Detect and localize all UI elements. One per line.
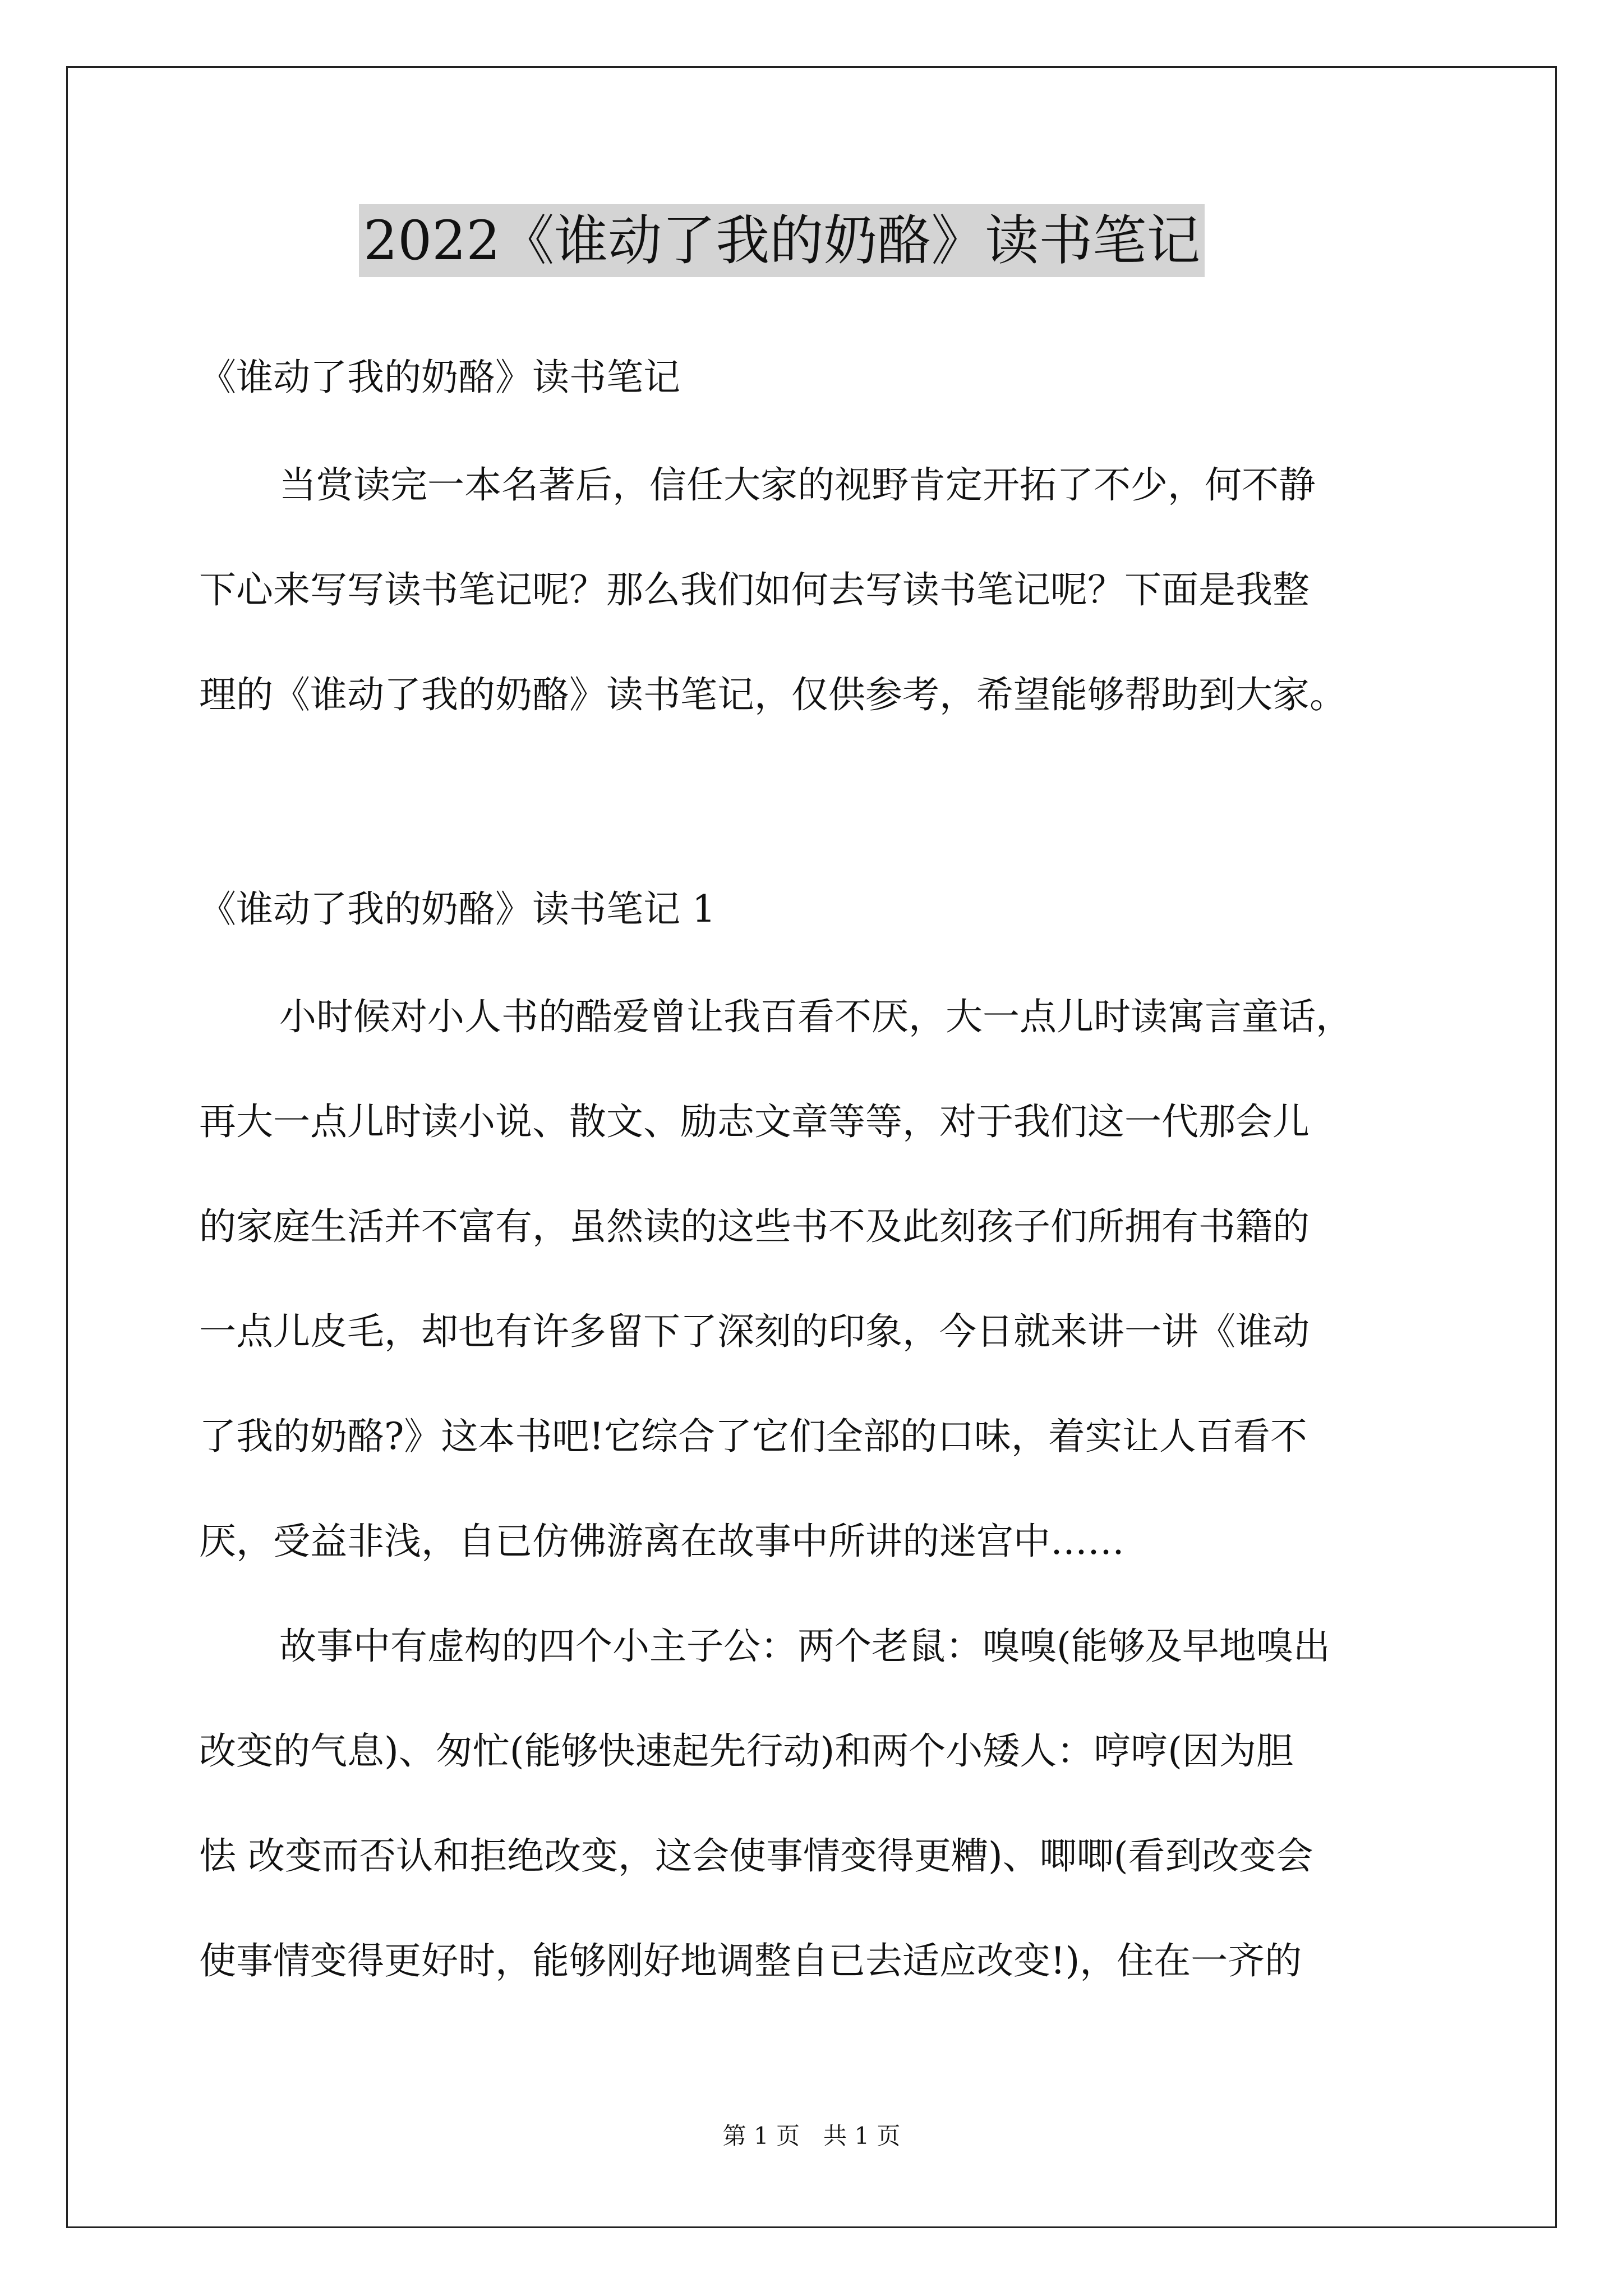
paragraph-line: 改变的气息)、匆忙(能够快速起先行动)和两个小矮人：哼哼(因为胆 [199, 1729, 1293, 1773]
document-title: 2022《谁动了我的奶酪》读书笔记 [359, 204, 1205, 277]
intro-line: 下心来写写读书笔记呢？那么我们如何去写读书笔记呢？下面是我整 [199, 568, 1310, 611]
paragraph-line: 再大一点儿时读小说、散文、励志文章等等，对于我们这一代那会儿 [199, 1100, 1310, 1143]
intro-line: 当赏读完一本名著后，信任大家的视野肯定开拓了不少，何不静 [279, 463, 1316, 507]
intro-heading: 《谁动了我的奶酪》读书笔记 [199, 356, 680, 399]
paragraph-line: 了我的奶酪?》这本书吧!它综合了它们全部的口味，着实让人百看不 [199, 1415, 1307, 1458]
page-footer: 第 1 页 共 1 页 [722, 2122, 901, 2150]
paragraph-line: 怯 改变而否认和拒绝改变，这会使事情变得更糟)、唧唧(看到改变会 [199, 1834, 1313, 1878]
paragraph-line: 故事中有虚构的四个小主子公：两个老鼠：嗅嗅(能够及早地嗅出 [279, 1625, 1330, 1668]
paragraph-line: 厌，受益非浅，自已仿佛游离在故事中所讲的迷宫中…… [199, 1520, 1124, 1563]
section-heading: 《谁动了我的奶酪》读书笔记 1 [199, 887, 716, 931]
paragraph-line: 一点儿皮毛，却也有许多留下了深刻的印象，今日就来讲一讲《谁动 [199, 1310, 1310, 1353]
intro-line: 理的《谁动了我的奶酪》读书笔记，仅供参考，希望能够帮助到大家。 [199, 673, 1347, 716]
paragraph-line: 的家庭生活并不富有，虽然读的这些书不及此刻孩子们所拥有书籍的 [199, 1205, 1310, 1248]
paragraph-line: 使事情变得更好时，能够刚好地调整自已去适应改变!)，住在一齐的 [199, 1939, 1302, 1982]
paragraph-line: 小时候对小人书的酷爱曾让我百看不厌，大一点儿时读寓言童话， [279, 995, 1353, 1038]
